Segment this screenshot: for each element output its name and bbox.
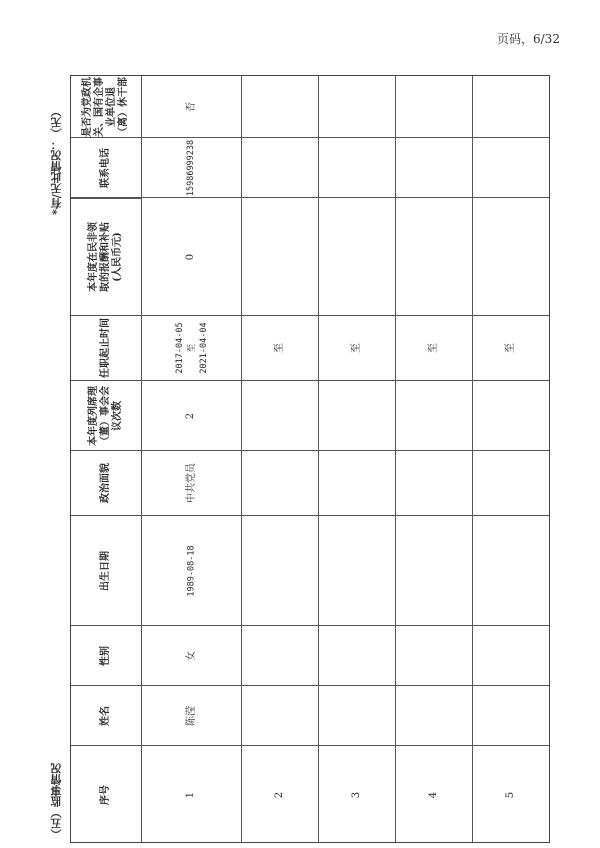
term-end: 2021-04-04 [198,322,209,374]
cell-meetings [319,381,395,451]
cell-political-status [396,451,472,516]
cell-meetings [396,381,472,451]
cell-seq: 5 [505,791,516,799]
term-to: 至 [186,343,197,353]
table-row [473,76,549,842]
cell-pay [473,198,549,316]
cell-seq: 1 [185,791,197,799]
cell-term: 至 [396,316,472,381]
cell-political-status [473,451,549,516]
cell-birth-date [319,516,395,626]
term-start: 2017-04-05 [174,322,185,374]
header-name: 姓名 [71,686,141,746]
cell-term: 至 [319,316,395,381]
cell-seq: 4 [428,791,439,799]
cell-political-status [242,451,318,516]
header-birth-date: 出生日期 [71,516,141,626]
cell-pay: 0 [142,198,241,316]
cell-seq: 2 [274,791,285,799]
cell-birth-date [473,516,549,626]
header-meetings: 本年度列席理（董）事会会议次数 [71,381,141,451]
page-number: 页码，6/32 [497,32,560,46]
header-political-status: 政治面貌 [71,451,141,516]
header-gender: 性别 [71,626,141,686]
cell-meetings: 2 [142,381,241,451]
cell-birth-date [242,516,318,626]
cell-birth-date: 1989-08-18 [142,516,241,626]
table-row [396,76,473,842]
cell-pay [396,198,472,316]
cell-name [242,686,318,746]
cell-phone [473,138,549,198]
cell-gender [396,626,472,686]
cell-phone [242,138,318,198]
table-row [142,76,242,842]
cell-retired-cadre [319,76,395,138]
cell-seq: 3 [351,791,362,799]
cell-phone: 15986999238 [142,138,241,198]
cell-pay [319,198,395,316]
cell-name [396,686,472,746]
cell-pay [242,198,318,316]
cell-term: 至 [473,316,549,381]
cell-name: 陈滢 [142,686,241,746]
header-phone-cell: 联系电话 [71,138,141,198]
cell-term [142,316,241,381]
section-title: （五）监事情况 [50,763,63,840]
header-phone [71,198,141,199]
directors-table [70,75,550,843]
table-row [242,76,319,842]
header-term: 任职起止时间 [71,316,141,381]
cell-phone [319,138,395,198]
cell-meetings [473,381,549,451]
cell-meetings [242,381,318,451]
cell-name [319,686,395,746]
cell-retired-cadre [242,76,318,138]
cell-gender: 女 [142,626,241,686]
table-row [319,76,396,842]
cell-gender [242,626,318,686]
cell-retired-cadre: 否 [142,76,241,138]
status-note: *有/无此情况：（无） [50,106,63,215]
header-retired-cadre: 是否为党政机关、国有企事业单位退（离）休干部 [71,76,141,138]
header-pay: 本年度在民非领取的报酬和补贴(人民币元) [71,198,141,316]
header-seq: 序号 [100,785,111,805]
header-row [71,76,142,842]
cell-name [473,686,549,746]
cell-phone [396,138,472,198]
cell-political-status: 中共党员 [142,451,241,516]
cell-retired-cadre [473,76,549,138]
cell-birth-date [396,516,472,626]
cell-retired-cadre [396,76,472,138]
cell-gender [319,626,395,686]
cell-political-status [319,451,395,516]
cell-gender [473,626,549,686]
cell-term: 至 [242,316,318,381]
